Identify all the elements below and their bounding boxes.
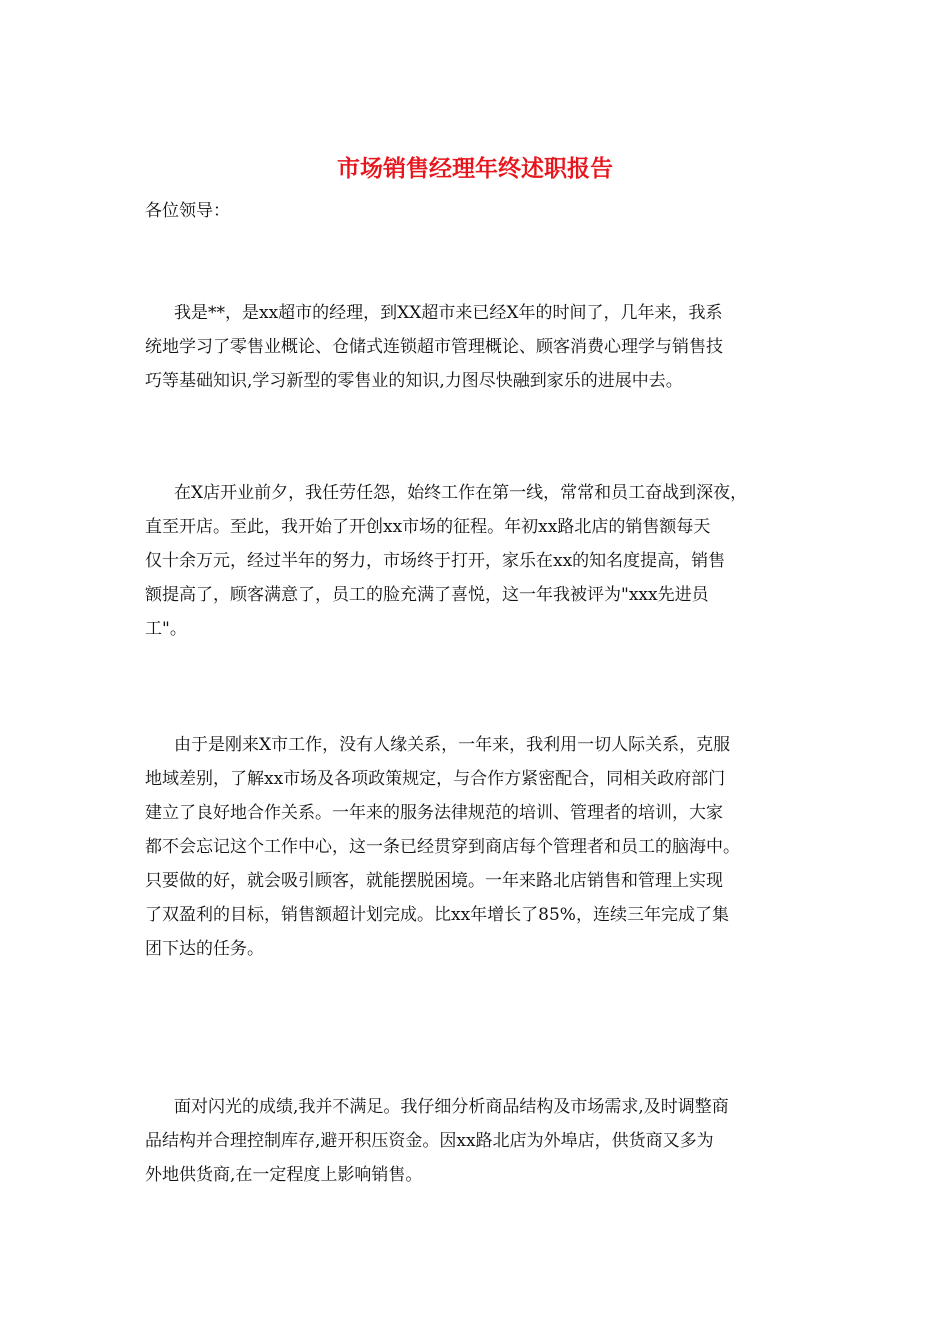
paragraph-line: 我是**，是xx超市的经理，到XX超市来已经X年的时间了，几年来，我系: [174, 303, 723, 323]
paragraph-line: 在X店开业前夕，我任劳任怨，始终工作在第一线，常常和员工奋战到深夜，: [174, 483, 748, 503]
paragraph-line: 工"。: [145, 619, 187, 639]
paragraph-3: [145, 728, 810, 966]
paragraph-line: 建立了良好地合作关系。一年来的服务法律规范的培训、管理者的培训，大家: [145, 803, 723, 823]
paragraph-line: 品结构并合理控制库存,避开积压资金。因xx路北店为外埠店，供货商又多为: [145, 1131, 714, 1151]
paragraph-line: 由于是刚来X市工作，没有人缘关系，一年来，我利用一切人际关系，克服: [174, 735, 731, 755]
paragraph-line: 外地供货商,在一定程度上影响销售。: [145, 1165, 423, 1185]
paragraph-line: 额提高了，顾客满意了，员工的脸充满了喜悦，这一年我被评为"xxx先进员: [145, 585, 709, 605]
paragraph-line: 巧等基础知识,学习新型的零售业的知识,力图尽快融到家乐的进展中去。: [145, 371, 683, 391]
paragraph-line: 统地学习了零售业概论、仓储式连锁超市管理概论、顾客消费心理学与销售技: [145, 337, 723, 357]
paragraph-line: 团下达的任务。: [145, 939, 264, 959]
paragraph-1: [145, 296, 810, 398]
paragraph-line: 了双盈利的目标，销售额超计划完成。比xx年增长了85%，连续三年完成了集: [145, 905, 729, 925]
paragraph-line: 直至开店。至此，我开始了开创xx市场的征程。年初xx路北店的销售额每天: [145, 517, 711, 537]
paragraph-line: 仅十余万元，经过半年的努力，市场终于打开，家乐在xx的知名度提高，销售: [145, 551, 726, 571]
document-title: 市场销售经理年终述职报告: [337, 155, 613, 182]
paragraph-line: 面对闪光的成绩,我并不满足。我仔细分析商品结构及市场需求,及时调整商: [174, 1097, 729, 1117]
paragraph-line: 地域差别，了解xx市场及各项政策规定，与合作方紧密配合，同相关政府部门: [145, 769, 726, 789]
paragraph-4: [145, 1090, 810, 1192]
salutation: 各位领导：: [145, 201, 230, 221]
paragraph-line: 都不会忘记这个工作中心，这一条已经贯穿到商店每个管理者和员工的脑海中。: [145, 837, 740, 857]
paragraph-line: 只要做的好，就会吸引顾客，就能摆脱困境。一年来路北店销售和管理上实现: [145, 871, 723, 891]
paragraph-2: [145, 476, 810, 646]
